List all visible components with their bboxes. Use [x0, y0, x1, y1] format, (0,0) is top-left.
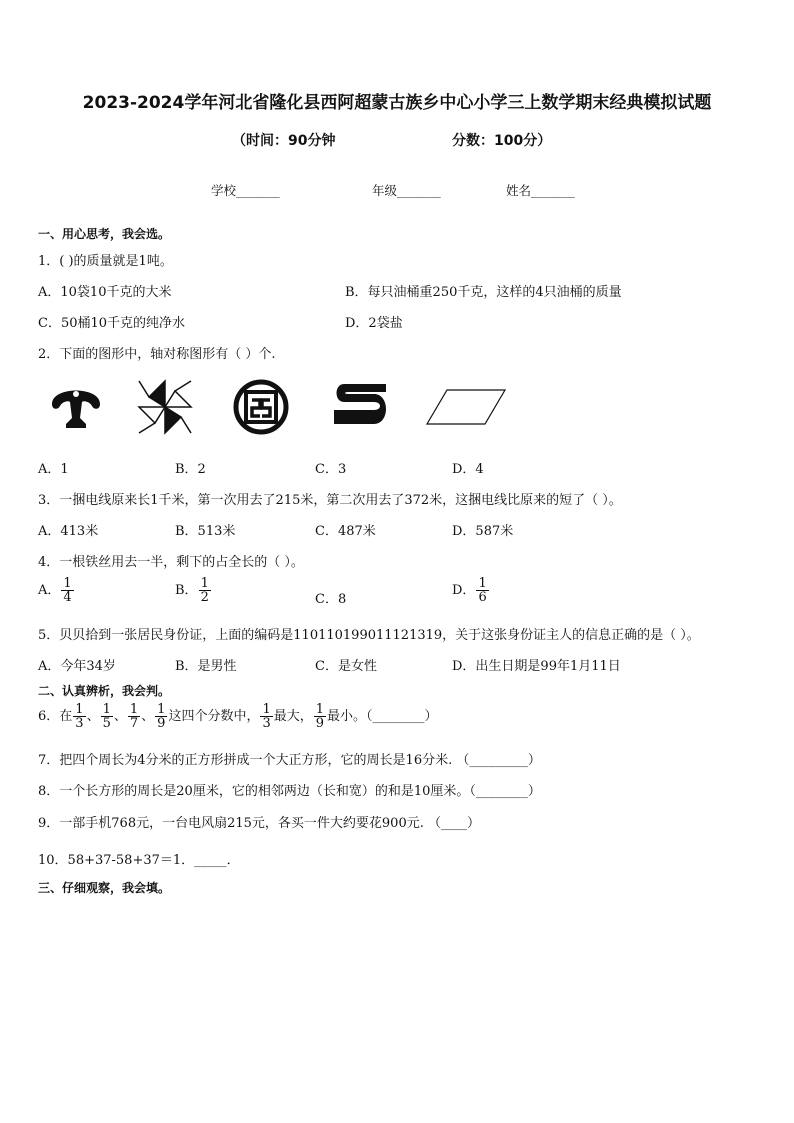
question-5-option-a[interactable]: A．今年34岁	[38, 659, 116, 674]
question-3-option-d[interactable]: D．587米	[452, 524, 514, 539]
question-2-option-d[interactable]: D．4	[452, 462, 484, 477]
section-3-title: 三、仔细观察，我会填。	[38, 881, 171, 895]
question-1-option-d[interactable]: D．2袋盐	[345, 316, 403, 331]
question-1-option-c[interactable]: C．50桶10千克的纯净水	[38, 316, 186, 331]
question-4-option-c[interactable]: C．8	[315, 592, 347, 607]
question-3-option-a[interactable]: A．413米	[38, 524, 99, 539]
question-7[interactable]: 7．把四个周长为4分米的正方形拼成一个大正方形，它的周长是16分米. （_________）	[38, 753, 541, 768]
name-field[interactable]: 姓名_______	[506, 183, 575, 198]
section-1-title: 一、用心思考，我会选。	[38, 227, 171, 241]
option-a-label: A．	[38, 583, 61, 598]
question-6-answer-blank[interactable]: 最小。（________）	[327, 709, 438, 724]
page-title: 2023-2024学年河北省隆化县西阿超蒙古族乡中心小学三上数学期末经典模拟试题	[82, 93, 712, 113]
question-5-stem: 5．贝贝拾到一张居民身份证，上面的编码是110110199011121319，关于这张身份证主人的信息正确的是（ ）。	[38, 628, 700, 643]
question-1-option-a[interactable]: A．10袋10千克的大米	[38, 285, 172, 300]
question-10[interactable]: 10．58+37-58+37＝1．_____．	[38, 853, 240, 868]
question-5-option-b[interactable]: B．是男性	[175, 659, 237, 674]
fraction-one-half: $\frac{1}{2}$	[200, 576, 209, 605]
option-d-label: D．	[452, 583, 476, 598]
question-4-stem: 4．一根铁丝用去一半，剩下的占全长的（ ）。	[38, 555, 304, 570]
question-3-stem: 3．一捆电线原来长1千米，第一次用去了215米，第二次用去了372米，这捆电线比原来的短了（ ）。	[38, 493, 622, 508]
section-2-title: 二、认真辨析，我会判。	[38, 684, 171, 698]
school-field[interactable]: 学校_______	[211, 183, 280, 198]
question-4-option-a[interactable]	[38, 577, 75, 604]
grade-field[interactable]: 年级_______	[372, 183, 441, 198]
pinwheel-icon	[135, 377, 195, 437]
question-1-stem: 1．( )的质量就是1吨。	[38, 254, 173, 269]
question-2-option-b[interactable]: B．2	[175, 462, 206, 477]
option-b-label: B．	[175, 583, 198, 598]
question-9[interactable]: 9．一部手机768元，一台电风扇215元，各买一件大约要花900元. （____）	[38, 816, 480, 831]
fraction-one-sixth: $\frac{1}{6}$	[478, 576, 487, 605]
question-2-option-c[interactable]: C．3	[315, 462, 347, 477]
question-2-option-a[interactable]: A．1	[38, 462, 69, 477]
question-3-option-c[interactable]: C．487米	[315, 524, 376, 539]
parallelogram-icon	[425, 388, 507, 428]
exam-score: 分数：100分）	[452, 133, 552, 149]
question-1-option-b[interactable]: B．每只油桶重250千克，这样的4只油桶的质量	[345, 285, 622, 300]
question-4-option-d[interactable]	[452, 577, 490, 604]
s-logo-icon	[330, 380, 390, 430]
question-3-option-b[interactable]: B．513米	[175, 524, 236, 539]
circle-logo-icon	[232, 378, 290, 436]
question-8[interactable]: 8．一个长方形的周长是20厘米，它的相邻两边（长和宽）的和是10厘米。（________）	[38, 784, 541, 799]
question-4-option-b[interactable]	[175, 577, 212, 604]
fraction-one-quarter: $\frac{1}{4}$	[63, 576, 72, 605]
question-6: 6．在 $\frac{1}{3}$ 、 $\frac{1}{5}$ 、 $\frac{1}{7}$ 、 $\frac{1}{9}$ 这四个分数中， $\frac{1}{3}$ 最大， $\frac{1}{9}$ 最小。（________）	[38, 702, 438, 731]
question-5-option-d[interactable]: D．出生日期是99年1月11日	[452, 659, 621, 674]
exam-time: （时间：90分钟	[232, 133, 336, 149]
mushroom-logo-icon	[50, 380, 102, 432]
question-5-option-c[interactable]: C．是女性	[315, 659, 377, 674]
question-2-stem: 2．下面的图形中，轴对称图形有（ ）个.	[38, 347, 276, 362]
